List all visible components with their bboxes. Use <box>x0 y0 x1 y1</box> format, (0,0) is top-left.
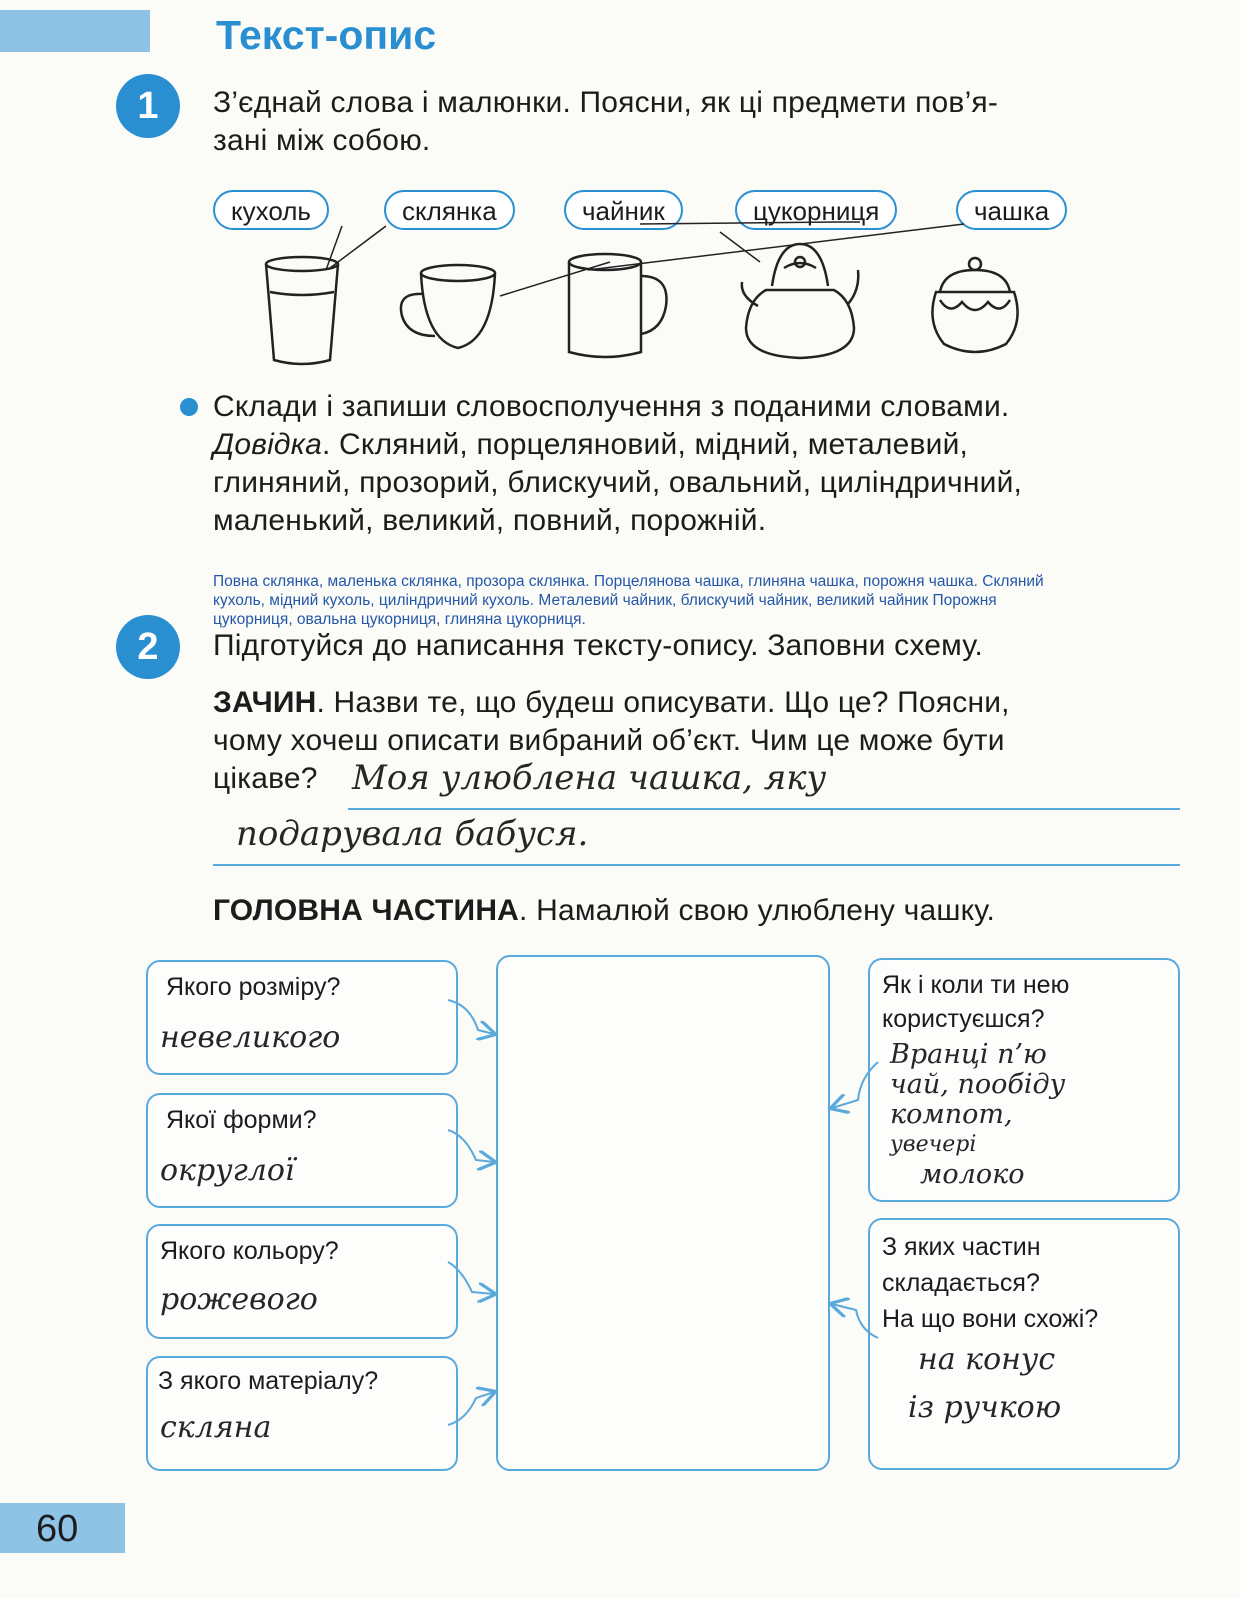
intro-line3: цікаве? <box>213 762 318 795</box>
handwritten-answer-2: подарувала бабуся. <box>236 814 589 854</box>
task-number-1: 1 <box>116 74 180 138</box>
size-answer: невеликого <box>160 1020 341 1055</box>
usage-question-line2: користуєшся? <box>882 1005 1045 1033</box>
word-box-sklyanka[interactable]: склянка <box>384 190 515 230</box>
usage-question-line1: Як і коли ти нею <box>882 971 1070 999</box>
intro-label: ЗАЧИН <box>213 686 317 719</box>
parts-question-line3: На що вони схожі? <box>882 1305 1099 1333</box>
word-box-tsukornytsia[interactable]: цукорниця <box>735 190 897 230</box>
bullet-line1: Склади і запиши словосполучення з поданими словами. <box>213 390 1010 423</box>
arrow-material <box>448 1392 494 1425</box>
material-question: З якого матеріалу? <box>158 1367 379 1395</box>
page-title: Текст-опис <box>216 12 437 58</box>
hint-line3: маленький, великий, повний, порожній. <box>213 504 767 537</box>
size-question: Якого розміру? <box>166 973 341 1001</box>
arrow-parts <box>832 1304 878 1338</box>
color-question: Якого кольору? <box>160 1237 339 1265</box>
hint-line1: Довідка. Скляний, порцеляновий, мідний, металевий, <box>213 428 969 461</box>
color-answer: рожевого <box>160 1282 318 1317</box>
arrow-usage <box>832 1062 878 1108</box>
main-part-section: ГОЛОВНА ЧАСТИНА. Намалюй свою улюблену чашку. <box>213 894 996 927</box>
shape-answer: округлої <box>160 1153 295 1188</box>
parts-question-line1: З яких частин <box>882 1233 1041 1261</box>
hint-line2: глиняний, прозорий, блискучий, овальний, циліндричний, <box>213 466 1023 499</box>
word-box-kukhol[interactable]: кухоль <box>213 190 329 230</box>
parts-answer-line1: на конус <box>918 1342 1056 1377</box>
material-answer: скляна <box>160 1410 272 1445</box>
answer-line3: цукорниця, овальна цукорниця, глиняна цукорниця. <box>213 611 586 628</box>
arrow-color <box>448 1262 494 1294</box>
hint-label: Довідка <box>213 428 322 461</box>
task1-line1: З’єднай слова і малюнки. Поясни, як ці предмети пов’я- <box>213 86 999 119</box>
page-number: 60 <box>36 1508 79 1550</box>
word-box-chainyk[interactable]: чайник <box>564 190 683 230</box>
answer-line2: кухоль, мідний кухоль, циліндричний кухоль. Металевий чайник, блискучий чайник, великий чайник Порожня <box>213 592 997 609</box>
parts-answer-line2: із ручкою <box>908 1390 1062 1425</box>
arrow-shape <box>448 1130 494 1162</box>
task1-line2: зані між собою. <box>213 124 431 157</box>
answer-line1: Повна склянка, маленька склянка, прозора склянка. Порцелянова чашка, глиняна чашка, порожня чашка. Скляний <box>213 573 1044 590</box>
usage-answer: Вранці п’ю чай, пообіду компот, увечері молоко <box>890 1039 1066 1190</box>
handwritten-answer-1: Моя улюблена чашка, яку <box>352 758 827 798</box>
intro-line1: ЗАЧИН. Назви те, що будеш описувати. Що це? Поясни, <box>213 686 1010 719</box>
task2-instruction: Підготуйся до написання тексту-опису. Заповни схему. <box>213 629 983 662</box>
task-number-2: 2 <box>116 615 180 679</box>
word-box-chashka[interactable]: чашка <box>956 190 1067 230</box>
arrow-size <box>448 1000 494 1034</box>
intro-line2: чому хочеш описати вибраний об’єкт. Чим це може бути <box>213 724 1005 757</box>
parts-question-line2: складається? <box>882 1269 1040 1297</box>
main-part-label: ГОЛОВНА ЧАСТИНА <box>213 894 520 927</box>
shape-question: Якої форми? <box>166 1106 317 1134</box>
